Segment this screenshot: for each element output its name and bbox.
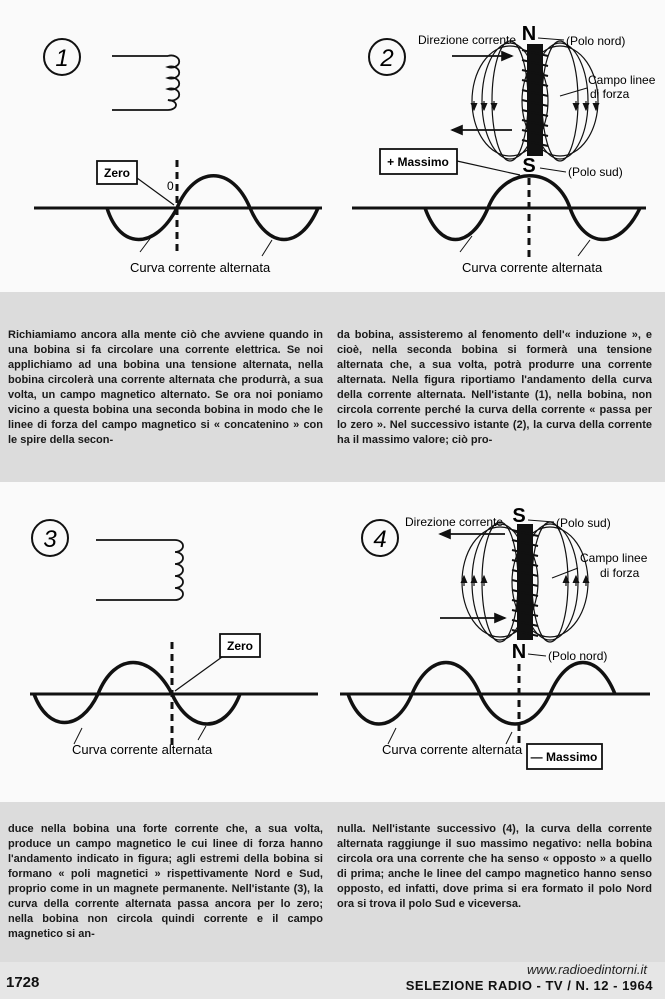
text-block-2	[0, 802, 665, 962]
curve-caption-4: Curva corrente alternata	[382, 742, 523, 757]
max-label-2: + Massimo	[387, 155, 449, 169]
text-column-left-2: duce nella bobina una forte corrente che, a sua volta, produce un campo magnetico le cui linee di forza hanno l'andamento indicato in figura; agli estremi della bobina si formano « poli magnetici » rispettivamente Nord e Sud, proprio come in un magnete permanente. Nell'istante (3), la curva della corrente alternata passa ancora per lo zero; nella bobina non circola quindi corrente e il campo magnetico si an-	[8, 823, 323, 940]
figure-3	[30, 520, 318, 757]
text-column-right-1: da bobina, assisteremo al fenomento dell'« induzione », e cioè, nella seconda bobina si formerà una tensione alternata che, a sua volta, potrà produrre una corrente alternata. Nella figura riportiamo l'andamento della curva della corrente alternata. Nell'istante (1), nella bobina, non circola corrente perché la curva della corrente « passa per lo zero ». Nel successivo istante (2), la curva della corrente ha il massimo valore; ciò pro-	[337, 329, 652, 446]
page-number: 1728	[6, 974, 40, 991]
coil-icon	[96, 540, 183, 600]
figure-2	[352, 23, 656, 275]
field-label-4b: di forza	[600, 566, 640, 580]
figure-3-number: 3	[43, 526, 57, 553]
pole-top-label-2: (Polo nord)	[566, 34, 626, 48]
direction-label-4: Direzione corrente	[405, 515, 504, 529]
text-column-left-1: Richiamiamo ancora alla mente ciò che avviene quando in una bobina si fa circolare una corrente elettrica. Se noi applichiamo ad una bobina una tensione alternata, nella bobina circolerà una corrente alternata che produrrà, a sua volta, un campo magnetico alternato. Se ora noi poniamo vicino a questa bobina una seconda bobina in modo che le linee di forza del campo magnetico si « concatenino » con le spire della secon-	[8, 329, 323, 446]
pole-bottom-2: S	[522, 155, 536, 177]
figure-2-number: 2	[380, 45, 394, 72]
pole-top-4: S	[512, 505, 526, 527]
figures-panel-top	[0, 0, 665, 292]
figures-3-4-diagram	[0, 482, 665, 802]
max-label-4: — Massimo	[530, 750, 598, 764]
curve-caption-2: Curva corrente alternata	[462, 260, 603, 275]
field-label-2b: di forza	[590, 87, 630, 101]
pole-bottom-label-4: (Polo nord)	[548, 649, 608, 663]
zero-label: Zero	[103, 166, 131, 180]
pole-bottom-label-2: (Polo sud)	[568, 165, 623, 179]
pole-top-label-4: (Polo sud)	[556, 516, 611, 530]
figure-1-number: 1	[55, 45, 69, 72]
field-label-2a: Campo linee	[588, 73, 656, 87]
figure-4	[340, 505, 650, 769]
pole-bottom-4: N	[511, 641, 527, 663]
zero-axis-label: 0	[167, 179, 174, 193]
coil-icon	[112, 55, 179, 110]
pole-top-2: N	[521, 23, 537, 45]
coil-icon	[522, 44, 548, 156]
figures-panel-bottom	[0, 482, 665, 802]
text-column-right-2: nulla. Nell'istante successivo (4), la curva della corrente alternata raggiunge il suo massimo negativo: nella bobina circola ora una corrente che ha senso « opposto » a quello di prima; anche le linee del campo magnetico hanno senso opposto, ed infatti, dove prima si era formato il polo Nord ora si trova il polo Sud e viceversa.	[337, 823, 652, 910]
direction-label-2: Direzione corrente	[418, 33, 517, 47]
figures-1-2-diagram	[0, 0, 665, 292]
field-label-4a: Campo linee	[580, 551, 648, 565]
zero-label-3: Zero	[226, 639, 254, 653]
curve-caption-1: Curva corrente alternata	[130, 260, 271, 275]
magazine-title: SELEZIONE RADIO - TV / N. 12 - 1964	[405, 978, 653, 993]
coil-icon	[512, 524, 538, 640]
curve-caption-3: Curva corrente alternata	[72, 742, 213, 757]
figure-4-number: 4	[373, 526, 387, 553]
page-footer	[0, 962, 665, 999]
figure-1	[34, 39, 322, 275]
website-watermark: www.radioedintorni.it	[527, 962, 647, 977]
text-block-1	[0, 292, 665, 482]
